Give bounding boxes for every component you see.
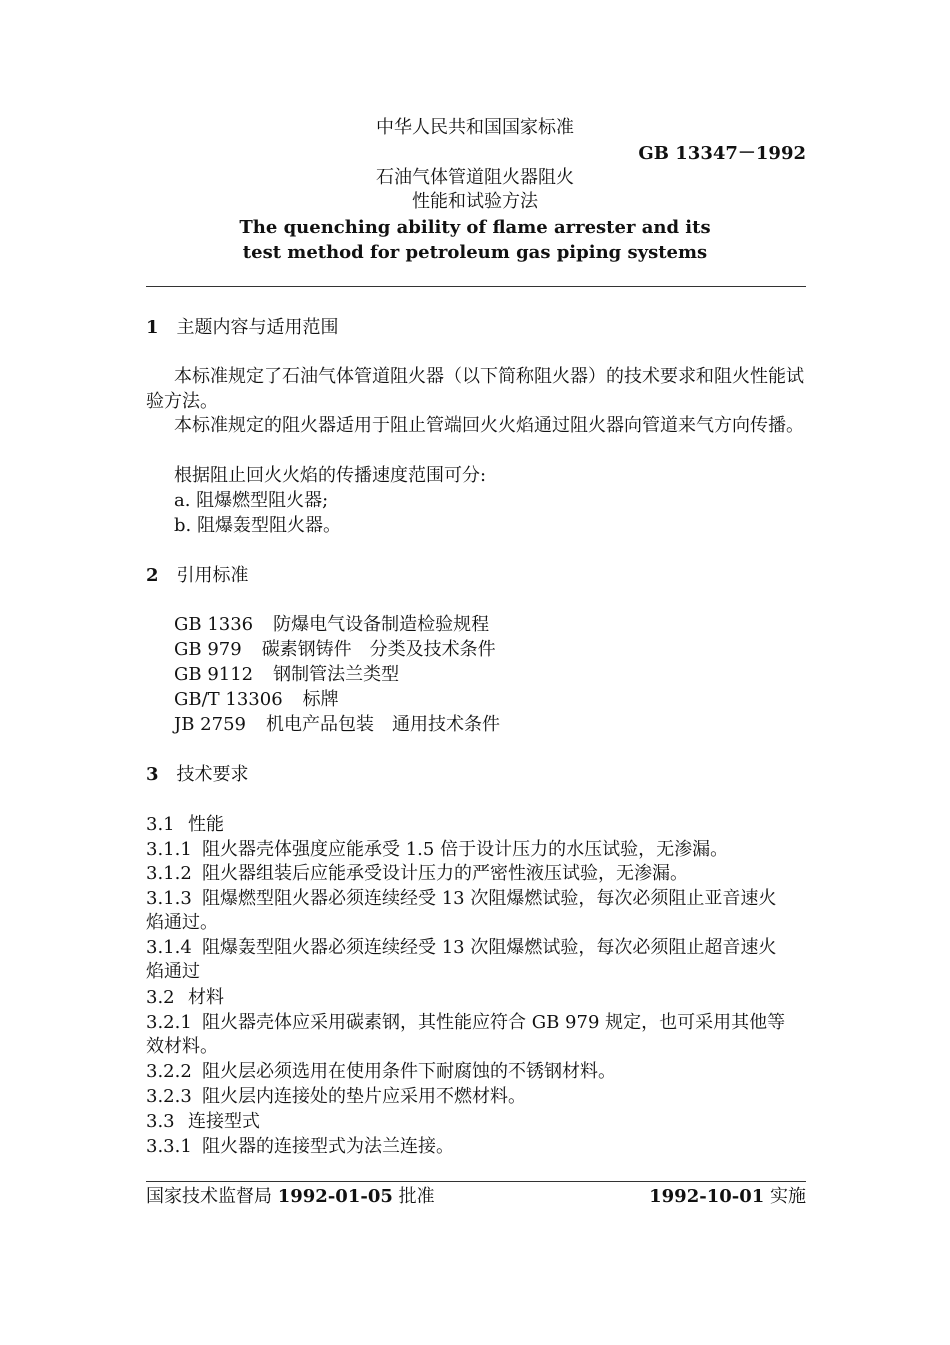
section-1-paragraph-1: 本标准规定了石油气体管道阻火器（以下简称阻火器）的技术要求和阻火性能试验方法。 [146,366,804,412]
clause-number: 3.1.1 [146,839,192,860]
clause-text: 阻火层内连接处的垫片应采用不燃材料。 [202,1086,526,1107]
clause-3-2-2 [146,1060,616,1084]
clause-text: 材料 [188,987,224,1008]
clause-text: 阻爆轰型阻火器必须连续经受 13 次阻爆燃试验，每次必须阻止超音速火 [202,937,777,958]
clause-text: 阻火器组装后应能承受设计压力的严密性液压试验，无渗漏。 [202,863,688,884]
reference-item [174,713,500,737]
reference-item [174,688,339,712]
section-2-title: 引用标准 [176,565,249,586]
approval-authority: 国家技术监督局 [146,1186,278,1207]
title-en-line-2: test method for petroleum gas piping systems [242,242,708,263]
clause-text: 性能 [188,814,224,835]
title-zh-line-1: 石油气体管道阻火器阻火 [376,167,574,188]
clause-continuation: 焰通过。 [146,912,218,933]
reference-title: 防爆电气设备制造检验规程 [273,614,490,635]
effective-date: 1992-10-01 [649,1186,765,1207]
section-3-title: 技术要求 [176,764,249,785]
clause-3-3-1 [146,1135,454,1159]
section-1-number: 1 [146,317,159,338]
reference-code: GB 1336 [174,614,254,635]
national-standard-label: 中华人民共和国国家标准 [376,117,574,138]
section-2-heading [146,564,249,588]
reference-code: GB 9112 [174,664,254,685]
section-2-number: 2 [146,565,159,586]
clause-number: 3.1.3 [146,888,192,909]
reference-title: 机电产品包装 通用技术条件 [265,714,500,735]
section-1-paragraph-2: 本标准规定的阻火器适用于阻止管端回火火焰通过阻火器向管道来气方向传播。 [174,415,804,436]
clause-number: 3.1.2 [146,863,192,884]
clause-text: 阻火器的连接型式为法兰连接。 [202,1136,454,1157]
reference-code: JB 2759 [174,714,246,735]
section-1-paragraph-3: 根据阻止回火火焰的传播速度范围可分: [174,465,487,486]
reference-item [174,663,399,687]
clause-text: 阻火器壳体强度应能承受 1.5 倍于设计压力的水压试验，无渗漏。 [202,839,729,860]
clause-number: 3.2.1 [146,1012,192,1033]
reference-title: 钢制管法兰类型 [273,664,400,685]
clause-text: 阻爆燃型阻火器必须连续经受 13 次阻爆燃试验，每次必须阻止亚音速火 [202,888,777,909]
clause-3-1-4 [146,936,776,960]
section-3-number: 3 [146,764,159,785]
section-1-item-a: a. 阻爆燃型阻火器; [174,490,329,511]
clause-number: 3.1 [146,814,175,835]
clause-3-2-1 [146,1011,785,1035]
title-en-line-1: The quenching ability of flame arrester and its [239,217,711,238]
clause-continuation: 效材料。 [146,1036,218,1057]
clause-text: 阻火层必须选用在使用条件下耐腐蚀的不锈钢材料。 [202,1061,616,1082]
section-1-item-b: b. 阻爆轰型阻火器。 [174,515,341,536]
effective-line [649,1185,806,1209]
reference-item [174,613,489,637]
header-divider [146,286,806,287]
reference-code: GB/T 13306 [174,689,283,710]
approval-suffix: 批准 [392,1186,435,1207]
clause-text: 阻火器壳体应采用碳素钢，其性能应符合 GB 979 规定，也可采用其他等 [202,1012,786,1033]
reference-title: 标牌 [302,689,339,710]
approval-line [146,1185,435,1209]
footer-divider [146,1181,806,1182]
reference-title: 碳素钢铸件 分类及技术条件 [261,639,496,660]
clause-3-1-2 [146,862,688,886]
clause-number: 3.3.1 [146,1136,192,1157]
clause-number: 3.3 [146,1111,175,1132]
clause-3-1 [146,813,224,837]
reference-code: GB 979 [174,639,242,660]
clause-3-1-3 [146,887,776,911]
effective-suffix: 实施 [764,1186,806,1207]
reference-item [174,638,496,662]
title-zh-line-2: 性能和试验方法 [412,191,538,212]
clause-number: 3.1.4 [146,937,192,958]
standard-number: GB 13347－1992 [638,143,806,164]
section-1-heading [146,316,339,340]
clause-3-2-3 [146,1085,526,1109]
clause-number: 3.2.3 [146,1086,192,1107]
clause-3-3 [146,1110,260,1134]
clause-text: 连接型式 [188,1111,260,1132]
section-3-heading [146,763,249,787]
approval-date: 1992-01-05 [277,1186,393,1207]
clause-number: 3.2.2 [146,1061,192,1082]
clause-3-2 [146,986,224,1010]
clause-3-1-1 [146,838,728,862]
section-1-title: 主题内容与适用范围 [176,317,339,338]
clause-number: 3.2 [146,987,175,1008]
clause-continuation: 焰通过 [146,961,200,982]
